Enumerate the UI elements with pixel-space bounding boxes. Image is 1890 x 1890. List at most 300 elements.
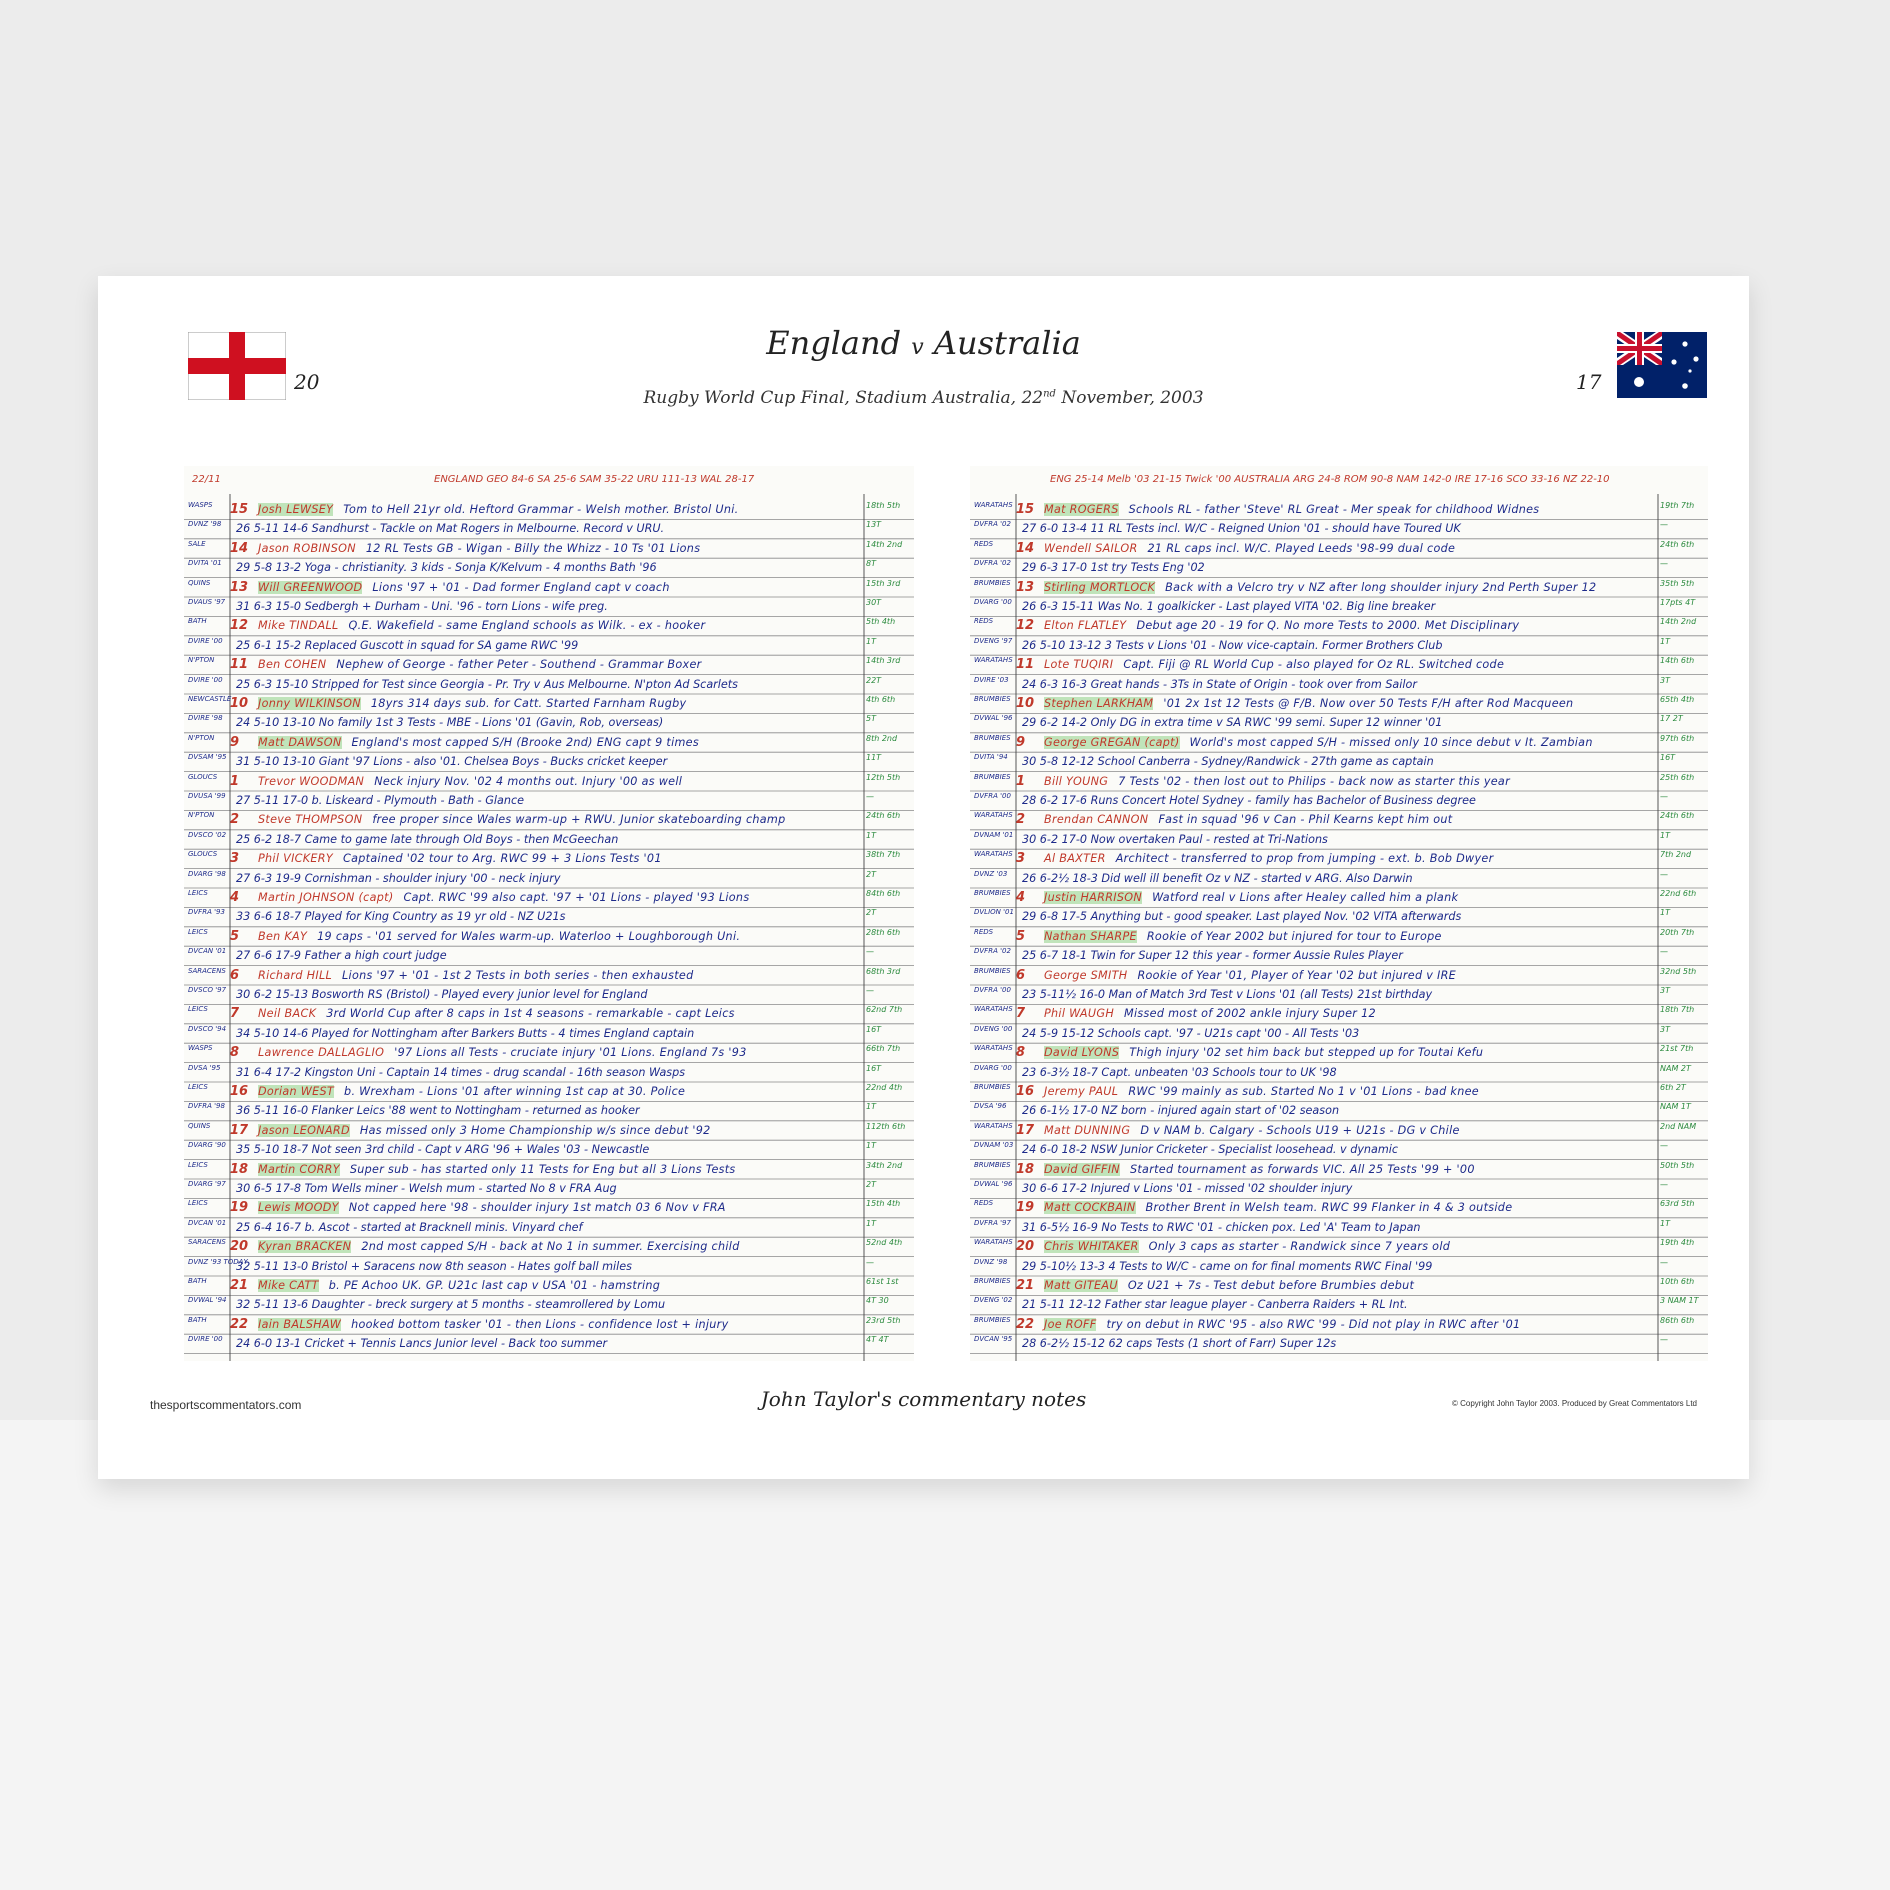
club-label: BATH [188, 617, 207, 626]
cap-count: 112th 6th [866, 1121, 906, 1131]
england-sheet-header: ENGLAND GEO 84-6 SA 25-6 SAM 35-22 URU 111-13 WAL 28-17 [434, 474, 755, 485]
cap-count: 24th 6th [1660, 539, 1695, 549]
cap-count: 17 2T [1660, 714, 1683, 724]
shirt-number: 9 [1016, 734, 1026, 750]
player-stats: 23 6-3½ 18-7 Capt. unbeaten '03 Schools tour to UK '98 [1022, 1065, 1337, 1079]
australia-sheet-header: ENG 25-14 Melb '03 21-15 Twick '00 AUSTRALIA ARG 24-8 ROM 90-8 NAM 142-0 IRE 17-16 SCO 33-16 NZ 22-10 [1050, 474, 1610, 485]
player-name: Elton FLATLEY [1044, 619, 1127, 633]
club-label: SARACENS [188, 1238, 226, 1247]
club-label: DVFRA '93 [188, 908, 225, 917]
cap-count: 1T [1660, 830, 1670, 840]
club-label: DVSA '95 [188, 1063, 221, 1072]
player-note: 18yrs 314 days sub. for Catt. Started Farnham Rugby [370, 697, 687, 710]
shirt-number: 9 [230, 734, 240, 750]
player-note-row [184, 597, 914, 616]
cap-count: 62nd 7th [866, 1005, 903, 1015]
player-entry [1044, 1160, 1475, 1179]
club-label: BRUMBIES [974, 1315, 1011, 1324]
cap-count: 2T [866, 869, 876, 879]
player-note-row [970, 1004, 1708, 1023]
player-entry [258, 500, 739, 519]
player-name: Neil BACK [258, 1007, 317, 1021]
player-entry [1044, 655, 1504, 674]
cap-count: 86th 6th [1660, 1315, 1695, 1325]
shirt-number: 19 [230, 1200, 249, 1216]
player-entry [258, 1121, 711, 1140]
shirt-number: 7 [1016, 1006, 1026, 1022]
player-name: Richard HILL [258, 968, 333, 982]
player-entry [258, 1082, 685, 1101]
player-note-row [184, 519, 914, 538]
shirt-number: 21 [230, 1278, 249, 1293]
player-stats: 26 5-10 13-12 3 Tests v Lions '01 - Now vice-captain. Former Brothers Club [1022, 638, 1443, 652]
cap-count: 24th 6th [1660, 811, 1695, 821]
player-note-row [184, 558, 914, 577]
cap-count: 1T [866, 1141, 876, 1151]
cap-count: 1T [866, 830, 876, 840]
cap-count: 8T [866, 559, 876, 569]
player-name: Phil WAUGH [1044, 1007, 1115, 1021]
player-note-row [970, 1198, 1708, 1217]
player-note: free proper since Wales warm-up + RWU. Junior skateboarding champ [372, 813, 786, 827]
player-note-row [184, 500, 914, 519]
player-note: '97 Lions all Tests - cruciate injury '01 Lions. England 7s '93 [394, 1046, 747, 1060]
cap-count: 52nd 4th [866, 1238, 903, 1248]
player-entry [1044, 1004, 1376, 1023]
shirt-number: 4 [1016, 890, 1026, 905]
shirt-number: 22 [230, 1316, 249, 1332]
club-label: BRUMBIES [974, 578, 1011, 587]
player-note: Watford real v Lions after Healey called him a plank [1152, 891, 1459, 904]
player-entry [1044, 1121, 1460, 1140]
player-note-row [184, 1160, 914, 1179]
player-entry [1044, 772, 1510, 791]
player-entry [1044, 1315, 1520, 1334]
player-name: Chris WHITAKER [1044, 1240, 1139, 1254]
player-note: Capt. RWC '99 also capt. '97 + '01 Lions - played '93 Lions [403, 891, 750, 904]
cap-count: 12th 5th [866, 772, 901, 782]
player-note-row [970, 752, 1708, 771]
player-note-row [970, 849, 1708, 868]
club-label: GLOUCS [188, 850, 218, 859]
player-entry [1044, 1043, 1483, 1062]
page-subtitle [98, 388, 1749, 408]
cap-count: 18th 5th [866, 501, 901, 510]
club-label: GLOUCS [188, 772, 218, 781]
cap-count: 50th 5th [1660, 1160, 1695, 1170]
player-note-row [184, 830, 914, 849]
player-stats: 32 5-11 13-0 Bristol + Saracens now 8th season - Hates golf ball miles [236, 1259, 632, 1273]
club-label: WARATAHS [974, 1044, 1013, 1053]
player-stats: 30 6-2 17-0 Now overtaken Paul - rested at Tri-Nations [1022, 832, 1328, 846]
player-name: Stephen LARKHAM [1044, 697, 1154, 710]
player-note-row [184, 675, 914, 694]
title-away: Australia [933, 324, 1081, 362]
club-label: BRUMBIES [974, 1160, 1011, 1169]
player-note-row [184, 946, 914, 965]
club-label: DVSCO '02 [188, 830, 227, 839]
club-label: DVARG '00 [974, 598, 1012, 606]
player-name: Trevor WOODMAN [258, 774, 365, 788]
player-note-row [970, 888, 1708, 907]
shirt-number: 5 [230, 928, 240, 944]
club-label: DVFRA '02 [974, 520, 1011, 529]
player-stats: 30 6-6 17-2 Injured v Lions '01 - missed '02 shoulder injury [1022, 1182, 1353, 1195]
player-name: Jason ROBINSON [258, 541, 356, 555]
cap-count: 66th 7th [866, 1044, 901, 1054]
player-note: Missed most of 2002 ankle injury Super 12 [1124, 1007, 1376, 1021]
cap-count: 3T [1660, 675, 1670, 685]
club-label: DVIRE '00 [188, 1335, 223, 1344]
shirt-number: 20 [230, 1239, 249, 1255]
player-note-row [970, 772, 1708, 791]
club-label: LEICS [188, 927, 208, 936]
player-note: try on debut in RWC '95 - also RWC '99 - Did not play in RWC after '01 [1106, 1317, 1521, 1331]
player-note-row [184, 1334, 914, 1353]
player-name: Jonny WILKINSON [258, 697, 361, 710]
player-entry [1044, 500, 1539, 519]
shirt-number: 3 [1016, 851, 1026, 867]
player-note-row [970, 655, 1708, 674]
player-note-row [184, 810, 914, 829]
shirt-number: 10 [1016, 696, 1035, 711]
cap-count: — [1660, 520, 1668, 530]
player-entry [258, 1160, 736, 1179]
player-note: England's most capped S/H (Brooke 2nd) ENG capt 9 times [351, 735, 699, 749]
player-note-row [970, 927, 1708, 946]
shirt-number: 13 [1016, 579, 1035, 595]
cap-count: 1T [866, 1218, 876, 1228]
club-label: N'PTON [188, 656, 215, 665]
player-name: George SMITH [1044, 968, 1128, 982]
cap-count: 2nd NAM [1660, 1121, 1697, 1131]
page-title [98, 324, 1749, 362]
shirt-number: 18 [1016, 1161, 1035, 1177]
player-note-row [184, 1004, 914, 1023]
player-name: Nathan SHARPE [1044, 929, 1137, 943]
footer-copyright: © Copyright John Taylor 2003. Produced by Great Commentators Ltd [1452, 1399, 1697, 1408]
club-label: BRUMBIES [974, 772, 1011, 781]
player-stats: 31 5-10 13-10 Giant '97 Lions - also '01. Chelsea Boys - Bucks cricket keeper [236, 755, 668, 769]
player-entry [1044, 927, 1442, 946]
shirt-number: 1 [230, 773, 240, 789]
player-entry [258, 616, 705, 635]
player-stats: 33 6-6 18-7 Played for King Country as 19 yr old - NZ U21s [236, 910, 566, 924]
club-label: BRUMBIES [974, 733, 1011, 742]
player-note-row [184, 655, 914, 674]
player-stats: 30 6-2 15-13 Bosworth RS (Bristol) - Played every junior level for England [236, 988, 648, 1001]
cap-count: 1T [866, 636, 876, 646]
player-name: Dorian WEST [258, 1085, 335, 1098]
player-stats: 26 6-2½ 18-3 Did well ill benefit Oz v NZ - started v ARG. Also Darwin [1022, 871, 1413, 885]
club-label: BRUMBIES [974, 695, 1011, 703]
player-stats: 29 5-10½ 13-3 4 Tests to W/C - came on for final moments RWC Final '99 [1022, 1259, 1433, 1273]
player-note-row [970, 869, 1708, 888]
player-name: Brendan CANNON [1044, 813, 1149, 827]
cap-count: — [1660, 1141, 1668, 1151]
club-label: DVNZ '98 [188, 520, 222, 529]
cap-count: 19th 7th [1660, 501, 1695, 510]
cap-count: 4T 30 [866, 1296, 889, 1306]
cap-count: 65th 4th [1660, 695, 1695, 704]
player-name: Matt DAWSON [258, 735, 342, 749]
player-entry [258, 772, 682, 791]
player-name: Joe ROFF [1044, 1317, 1097, 1331]
player-name: Josh LEWSEY [258, 503, 334, 516]
player-note: Brother Brent in Welsh team. RWC 99 Flanker in 4 & 3 outside [1145, 1201, 1513, 1215]
player-note-row [184, 752, 914, 771]
club-label: WARATAHS [974, 811, 1013, 820]
player-name: Phil VICKERY [258, 852, 333, 866]
footer-caption: John Taylor's commentary notes [760, 1387, 1087, 1411]
shirt-number: 17 [1016, 1122, 1035, 1138]
player-note-row [970, 519, 1708, 538]
club-label: WARATAHS [974, 1238, 1013, 1247]
player-stats: 25 6-3 15-10 Stripped for Test since Georgia - Pr. Try v Aus Melbourne. N'pton Ad Scarlets [236, 677, 738, 691]
player-name: Mat ROGERS [1044, 503, 1119, 516]
australia-notes-sheet [970, 466, 1708, 1361]
player-note: 12 RL Tests GB - Wigan - Billy the Whizz - 10 Ts '01 Lions [365, 541, 701, 555]
club-label: LEICS [188, 1005, 208, 1014]
australia-flag-icon [1617, 332, 1707, 398]
player-stats: 26 6-3 15-11 Was No. 1 goalkicker - Last played VITA '02. Big line breaker [1022, 600, 1436, 613]
player-name: Mike TINDALL [258, 619, 339, 633]
player-note: Schools RL - father 'Steve' RL Great - Mer speak for childhood Widnes [1128, 503, 1540, 516]
cap-count: 16T [866, 1063, 882, 1073]
club-label: DVSAM '95 [188, 753, 227, 762]
player-name: Mike CATT [258, 1279, 319, 1292]
club-label: LEICS [188, 1083, 208, 1091]
shirt-number: 5 [1016, 928, 1026, 944]
player-stats: 27 6-0 13-4 11 RL Tests incl. W/C - Reigned Union '01 - should have Toured UK [1022, 522, 1461, 536]
player-note: b. Wrexham - Lions '01 after winning 1st cap at 30. Police [344, 1085, 686, 1098]
cap-count: — [1660, 947, 1668, 957]
title-home: England [766, 324, 902, 362]
cap-count: 15th 3rd [866, 578, 901, 588]
player-note-row [970, 1295, 1708, 1314]
player-note-row [184, 849, 914, 868]
club-label: WASPS [188, 1044, 213, 1053]
player-note-row [970, 558, 1708, 577]
club-label: DVITA '94 [974, 753, 1008, 762]
shirt-number: 6 [1016, 967, 1026, 983]
cap-count: 13T [866, 520, 882, 530]
club-label: DVFRA '00 [974, 986, 1011, 994]
cap-count: 84th 6th [866, 889, 901, 898]
cap-count: 1T [866, 1102, 876, 1112]
player-note-row [184, 616, 914, 635]
player-entry [1044, 539, 1455, 558]
cap-count: 1T [1660, 1218, 1670, 1228]
player-note: 7 Tests '02 - then lost out to Philips - back now as starter this year [1118, 774, 1510, 788]
player-note: 3rd World Cup after 8 caps in 1st 4 seasons - remarkable - capt Leics [326, 1007, 735, 1021]
player-note-row [184, 927, 914, 946]
club-label: DVIRE '00 [188, 675, 223, 684]
player-note-row [970, 597, 1708, 616]
player-entry [1044, 1276, 1414, 1295]
cap-count: 5th 4th [866, 617, 896, 627]
player-note: Lions '97 + '01 - Dad former England capt v coach [372, 580, 670, 594]
player-entry [1044, 578, 1596, 597]
cap-count: 7th 2nd [1660, 850, 1692, 860]
club-label: N'PTON [188, 733, 215, 742]
cap-count: 68th 3rd [866, 966, 901, 976]
club-label: N'PTON [188, 811, 215, 820]
player-note-row [184, 1218, 914, 1237]
player-stats: 29 5-8 13-2 Yoga - christianity. 3 kids - Sonja K/Kelvum - 4 months Bath '96 [236, 561, 657, 575]
player-entry [1044, 1237, 1450, 1256]
player-note-row [970, 713, 1708, 732]
cap-count: 38th 7th [866, 850, 901, 860]
player-note: Has missed only 3 Home Championship w/s since debut '92 [359, 1123, 711, 1137]
player-note-row [184, 713, 914, 732]
shirt-number: 22 [1016, 1316, 1035, 1332]
player-entry [258, 655, 702, 674]
player-note-row [184, 772, 914, 791]
cap-count: — [1660, 792, 1668, 801]
player-name: Martin CORRY [258, 1162, 340, 1176]
player-name: Lawrence DALLAGLIO [258, 1046, 385, 1060]
player-note: Tom to Hell 21yr old. Heftord Grammar - Welsh mother. Bristol Uni. [343, 503, 739, 516]
club-label: DVFRA '97 [974, 1218, 1011, 1227]
background-floor [0, 1420, 1890, 1890]
club-label: DVARG '97 [188, 1180, 226, 1188]
player-entry [258, 1004, 735, 1023]
cap-count: — [1660, 559, 1668, 569]
player-note: 19 caps - '01 served for Wales warm-up. Waterloo + Loughborough Uni. [317, 929, 741, 943]
player-note-row [970, 1043, 1708, 1062]
player-note: Only 3 caps as starter - Randwick since 7 years old [1148, 1240, 1451, 1254]
player-entry [258, 1276, 660, 1295]
player-entry [258, 927, 740, 946]
player-stats: 24 6-3 16-3 Great hands - 3Ts in State of Origin - took over from Sailor [1022, 677, 1417, 691]
player-stats: 26 6-1½ 17-0 NZ born - injured again start of '02 season [1022, 1104, 1340, 1118]
player-stats: 24 6-0 13-1 Cricket + Tennis Lancs Junior level - Back too summer [236, 1337, 608, 1351]
shirt-number: 14 [230, 540, 249, 556]
player-stats: 21 5-11 12-12 Father star league player - Canberra Raiders + RL Int. [1022, 1298, 1408, 1312]
player-entry [258, 1198, 726, 1217]
cap-count: 34th 2nd [866, 1160, 903, 1170]
player-note-row [184, 1140, 914, 1159]
cap-count: — [1660, 1180, 1668, 1189]
player-entry [1044, 694, 1573, 713]
player-note-row [970, 1140, 1708, 1159]
player-entry [258, 733, 699, 752]
player-stats: 26 5-11 14-6 Sandhurst - Tackle on Mat Rogers in Melbourne. Record v URU. [236, 522, 665, 536]
player-note: RWC '99 mainly as sub. Started No 1 v '01 Lions - bad knee [1128, 1085, 1479, 1098]
player-name: Wendell SAILOR [1044, 541, 1138, 555]
player-note: Thigh injury '02 set him back but stepped up for Toutai Kefu [1129, 1046, 1484, 1060]
player-note-row [184, 1063, 914, 1082]
player-note: 2nd most capped S/H - back at No 1 in summer. Exercising child [361, 1240, 740, 1254]
player-note-row [184, 1179, 914, 1198]
player-name: David LYONS [1044, 1046, 1120, 1060]
shirt-number: 2 [1016, 812, 1026, 828]
england-date-mark: 22/11 [192, 474, 221, 485]
cap-count: 3T [1660, 1024, 1670, 1034]
player-stats: 28 6-2 17-6 Runs Concert Hotel Sydney - family has Bachelor of Business degree [1022, 794, 1476, 807]
cap-count: 14th 6th [1660, 656, 1695, 666]
shirt-number: 16 [230, 1084, 249, 1099]
player-note-row [970, 675, 1708, 694]
club-label: DVENG '00 [974, 1024, 1013, 1033]
shirt-number: 13 [230, 579, 249, 595]
club-label: DVNZ '98 [974, 1257, 1008, 1266]
player-note: Architect - transferred to prop from jumping - ext. b. Bob Dwyer [1115, 852, 1494, 866]
player-stats: 29 6-3 17-0 1st try Tests Eng '02 [1022, 561, 1205, 575]
shirt-number: 8 [230, 1045, 240, 1061]
player-note-row [184, 1121, 914, 1140]
cap-count: 2T [866, 1180, 876, 1189]
club-label: DVWAL '94 [188, 1296, 227, 1305]
cap-count: — [866, 986, 874, 995]
player-entry [258, 578, 670, 597]
player-name: Kyran BRACKEN [258, 1240, 352, 1254]
subtitle-text: Rugby World Cup Final, Stadium Australia, 22 [643, 388, 1044, 408]
shirt-number: 2 [230, 812, 240, 828]
player-entry [1044, 888, 1458, 907]
player-note-row [970, 733, 1708, 752]
shirt-number: 3 [230, 851, 240, 867]
club-label: REDS [974, 927, 994, 936]
player-note-row [970, 1063, 1708, 1082]
club-label: WASPS [188, 501, 213, 509]
footer-site: thesportscommentators.com [150, 1398, 302, 1412]
player-note: Neck injury Nov. '02 4 months out. Injury '00 as well [374, 774, 683, 788]
player-note-row [970, 946, 1708, 965]
player-name: Will GREENWOOD [258, 580, 363, 594]
cap-count: 14th 2nd [866, 539, 903, 549]
shirt-number: 12 [230, 618, 249, 634]
player-note-row [184, 966, 914, 985]
club-label: DVARG '90 [188, 1141, 226, 1150]
player-note-row [970, 500, 1708, 519]
player-note-row [970, 1121, 1708, 1140]
player-stats: 32 5-11 13-6 Daughter - breck surgery at 5 months - steamrollered by Lomu [236, 1298, 666, 1312]
player-note: Nephew of George - father Peter - Southend - Grammar Boxer [336, 658, 702, 672]
player-note: Rookie of Year 2002 but injured for tour to Europe [1146, 929, 1442, 943]
player-stats: 29 6-8 17-5 Anything but - good speaker. Last played Nov. '02 VITA afterwards [1022, 910, 1462, 924]
player-note-row [970, 1334, 1708, 1353]
player-note-row [184, 636, 914, 655]
club-label: SARACENS [188, 966, 226, 975]
player-note-row [184, 578, 914, 597]
cap-count: 97th 6th [1660, 733, 1695, 743]
cap-count: 35th 5th [1660, 578, 1695, 588]
player-stats: 25 6-1 15-2 Replaced Guscott in squad for SA game RWC '99 [236, 638, 579, 652]
player-note: Capt. Fiji @ RL World Cup - also played for Oz RL. Switched code [1123, 658, 1505, 672]
club-label: DVCAN '95 [974, 1335, 1013, 1344]
club-label: WARATAHS [974, 1121, 1013, 1130]
player-note-row [184, 539, 914, 558]
shirt-number: 1 [1016, 773, 1026, 789]
cap-count: — [866, 792, 874, 801]
player-name: Lewis MOODY [258, 1201, 339, 1215]
shirt-number: 14 [1016, 540, 1035, 556]
player-entry [1044, 733, 1593, 752]
player-note-row [970, 966, 1708, 985]
player-stats: 31 6-5½ 16-9 No Tests to RWC '01 - chicken pox. Led 'A' Team to Japan [1022, 1220, 1421, 1234]
player-entry [1044, 616, 1519, 635]
club-label: QUINS [188, 578, 211, 587]
club-label: REDS [974, 617, 994, 626]
cap-count: 19th 4th [1660, 1238, 1695, 1248]
club-label: DVFRA '02 [974, 559, 1011, 568]
player-note-row [184, 791, 914, 810]
player-stats: 30 5-8 12-12 School Canberra - Sydney/Randwick - 27th game as captain [1022, 755, 1434, 769]
player-entry [258, 1237, 740, 1256]
shirt-number: 17 [230, 1122, 249, 1138]
